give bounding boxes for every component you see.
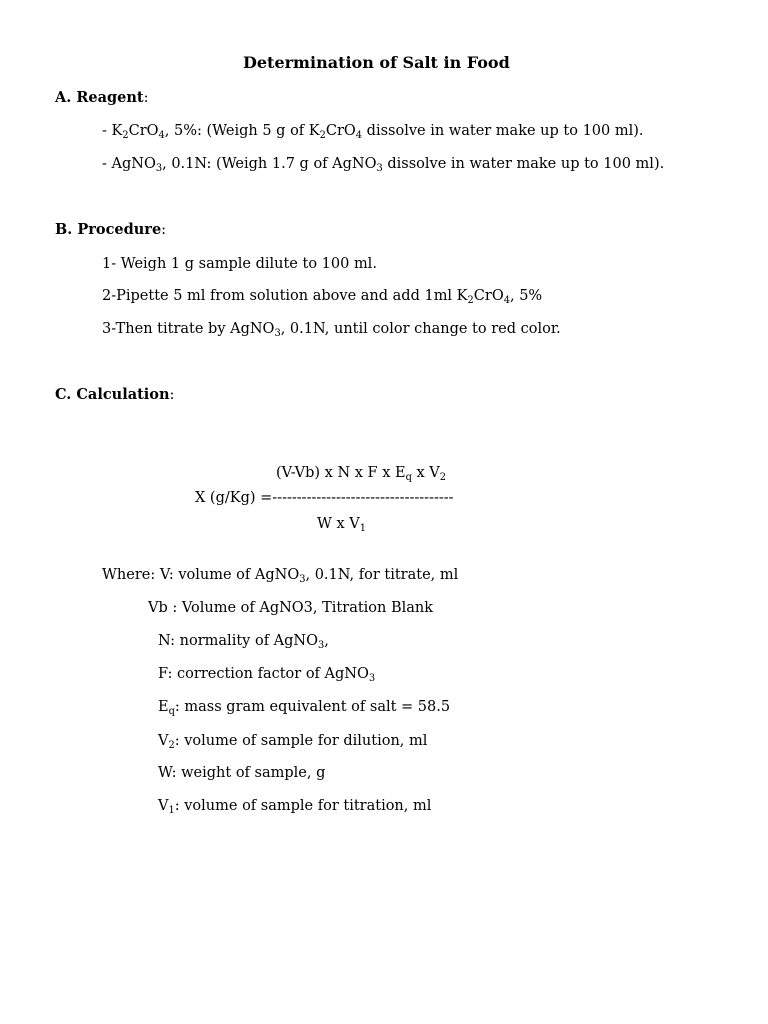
where-eq: $E_q$: mass gram equivalent of salt = 58.5 xyxy=(158,699,451,717)
procedure-step-2: 2-Pipette 5 ml from solution above and add 1ml $K_2CrO_4$, 5% xyxy=(102,288,543,306)
section-a-heading: A. Reagent: xyxy=(55,89,149,106)
procedure-step-3: 3-Then titrate by AgNO$_3$, 0.1N, until color change to red color. xyxy=(102,321,561,339)
where-vb: Vb : Volume of AgNO3, Titration Blank xyxy=(148,600,434,616)
formula-lhs: X (g/Kg) =------------------------------------- xyxy=(195,490,454,506)
reagent-line-agno3: - AgNO$_3$, 0.1N: (Weigh 1.7 g of AgNO$_3$ dissolve in water make up to 100 ml). xyxy=(102,156,665,174)
reagent-line-k2cro4: - $K_2CrO_4$, 5%: (Weigh 5 g of $K_2CrO_4$ dissolve in water make up to 100 ml). xyxy=(102,123,644,141)
formula-numerator: (V-Vb) x N x F x $E_q$ x $V_2$ xyxy=(276,465,447,483)
where-v2: $V_2$: volume of sample for dilution, ml xyxy=(158,733,428,751)
section-c-heading: C. Calculation: xyxy=(55,386,175,403)
document-title: Determination of Salt in Food xyxy=(243,53,510,72)
procedure-step-1: 1- Weigh 1 g sample dilute to 100 ml. xyxy=(102,256,377,272)
where-n: N: normality of AgNO$_3$, xyxy=(158,633,329,651)
where-v: Where: V: volume of AgNO$_3$, 0.1N, for titrate, ml xyxy=(102,567,459,585)
where-f: F: correction factor of AgNO$_3$ xyxy=(158,666,376,684)
where-w: W: weight of sample, g xyxy=(158,765,326,781)
section-b-heading: B. Procedure: xyxy=(55,221,167,238)
where-v1: $V_1$: volume of sample for titration, ml xyxy=(158,798,432,816)
formula-denominator: W x $V_1$ xyxy=(317,516,367,534)
